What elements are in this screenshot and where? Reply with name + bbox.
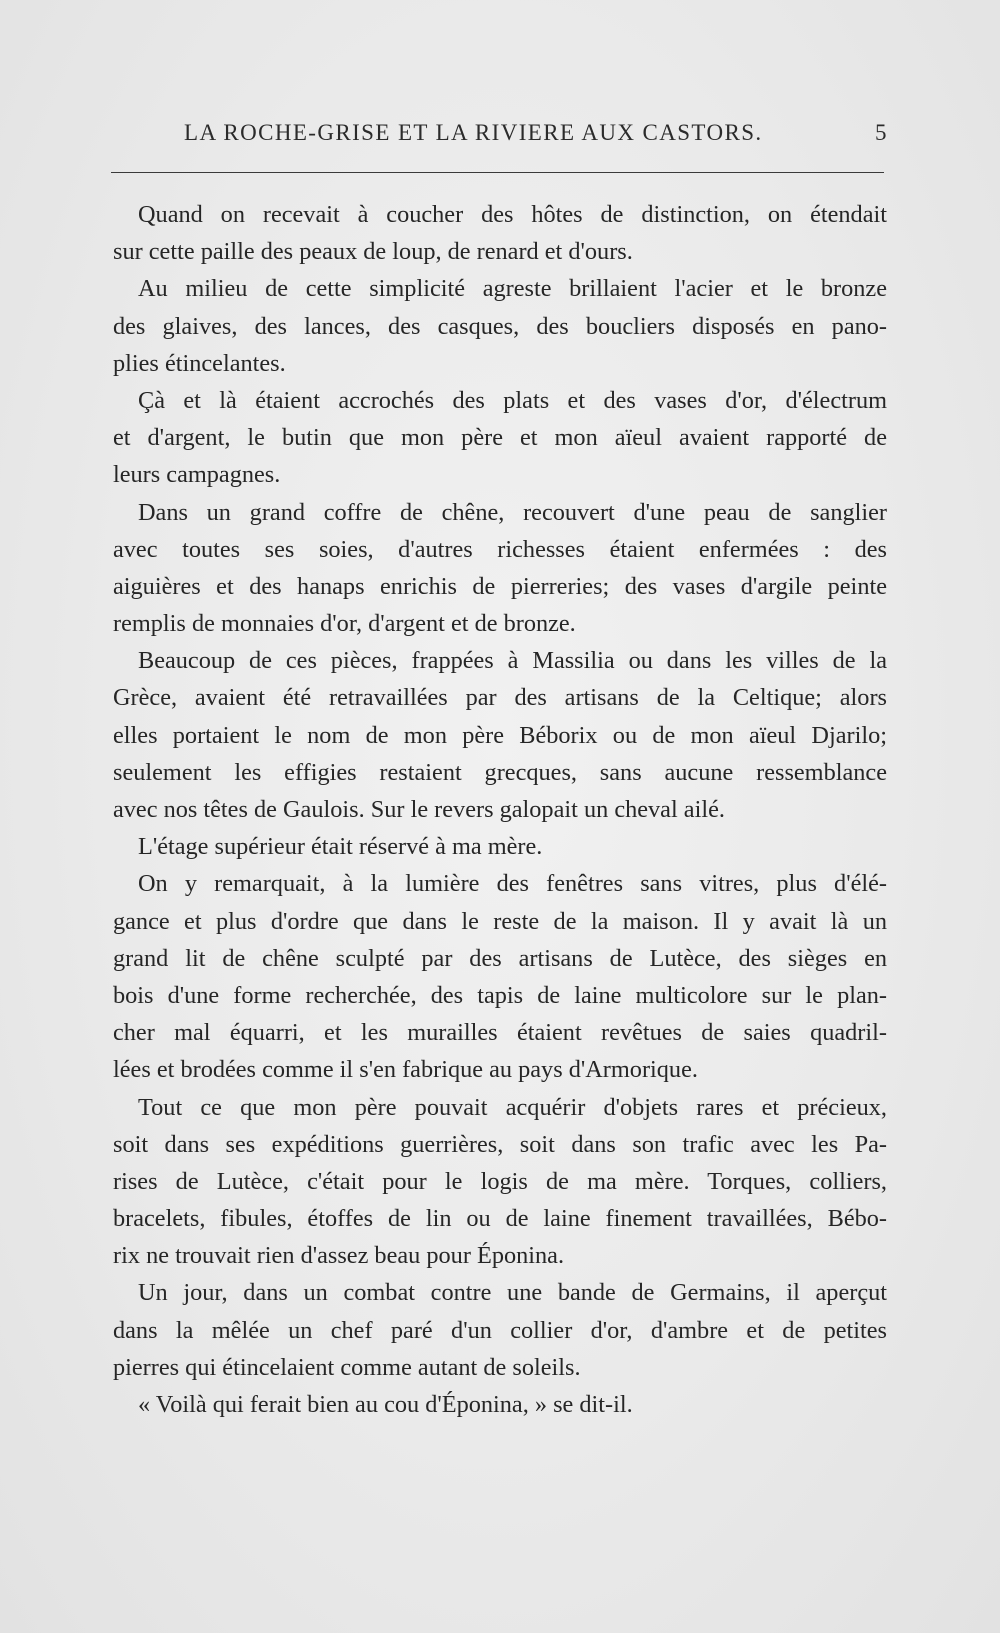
text-line: aiguières et des hanaps enrichis de pierreries; des vases d'argile peinte <box>113 572 887 600</box>
page-number: 5 <box>875 120 888 145</box>
text-line: « Voilà qui ferait bien au cou d'Éponina, » se dit-il. <box>138 1391 633 1418</box>
text-line: dans la mêlée un chef paré d'un collier d'or, d'ambre et de petites <box>113 1316 887 1344</box>
text-line: bracelets, fibules, étoffes de lin ou de laine finement travaillées, Bébo- <box>113 1205 887 1233</box>
text-line: et d'argent, le butin que mon père et mon aïeul avaient rapporté de <box>113 424 887 452</box>
running-title: LA ROCHE-GRISE ET LA RIVIERE AUX CASTORS. <box>184 120 763 145</box>
text-line: lées et brodées comme il s'en fabrique au pays d'Armorique. <box>113 1056 698 1084</box>
text-line: avec nos têtes de Gaulois. Sur le revers galopait un cheval ailé. <box>113 796 725 823</box>
text-line: des glaives, des lances, des casques, des boucliers disposés en pano- <box>113 312 887 340</box>
text-line: plies étincelantes. <box>113 349 286 377</box>
text-line: L'étage supérieur était réservé à ma mère. <box>138 833 543 861</box>
text-line: Grèce, avaient été retravaillées par des artisans de la Celtique; alors <box>113 684 887 712</box>
text-line: remplis de monnaies d'or, d'argent et de bronze. <box>113 610 576 638</box>
running-header <box>184 120 888 154</box>
header-rule <box>111 172 884 173</box>
text-line: grand lit de chêne sculpté par des artisans de Lutèce, des sièges en <box>113 944 887 972</box>
text-line: Beaucoup de ces pièces, frappées à Massilia ou dans les villes de la <box>138 647 887 675</box>
text-line: Çà et là étaient accrochés des plats et des vases d'or, d'électrum <box>138 386 887 414</box>
text-line: soit dans ses expéditions guerrières, soit dans son trafic avec les Pa- <box>113 1130 887 1158</box>
body-text <box>113 196 887 1423</box>
text-line: On y remarquait, à la lumière des fenêtres sans vitres, plus d'élé- <box>138 870 887 898</box>
text-line: gance et plus d'ordre que dans le reste de la maison. Il y avait là un <box>113 907 887 935</box>
text-line: Tout ce que mon père pouvait acquérir d'objets rares et précieux, <box>138 1093 887 1121</box>
text-line: Un jour, dans un combat contre une bande de Germains, il aperçut <box>138 1279 887 1307</box>
text-line: rix ne trouvait rien d'assez beau pour Éponina. <box>113 1242 565 1270</box>
text-line: bois d'une forme recherchée, des tapis de laine multicolore sur le plan- <box>113 981 887 1009</box>
text-line: avec toutes ses soies, d'autres richesses étaient enfermées : des <box>113 535 887 563</box>
text-line: rises de Lutèce, c'était pour le logis de ma mère. Torques, colliers, <box>113 1167 887 1195</box>
text-line: pierres qui étincelaient comme autant de soleils. <box>113 1353 581 1381</box>
text-line: cher mal équarri, et les murailles étaient revêtues de saies quadril- <box>113 1019 887 1047</box>
text-line: sur cette paille des peaux de loup, de renard et d'ours. <box>113 238 633 266</box>
text-line: elles portaient le nom de mon père Béborix ou de mon aïeul Djarilo; <box>113 721 887 749</box>
text-line: Au milieu de cette simplicité agreste brillaient l'acier et le bronze <box>138 275 887 303</box>
text-line: leurs campagnes. <box>113 461 281 489</box>
text-line: Dans un grand coffre de chêne, recouvert d'une peau de sanglier <box>138 498 887 526</box>
text-line: Quand on recevait à coucher des hôtes de distinction, on étendait <box>138 201 887 228</box>
text-line: seulement les effigies restaient grecques, sans aucune ressemblance <box>113 758 887 786</box>
